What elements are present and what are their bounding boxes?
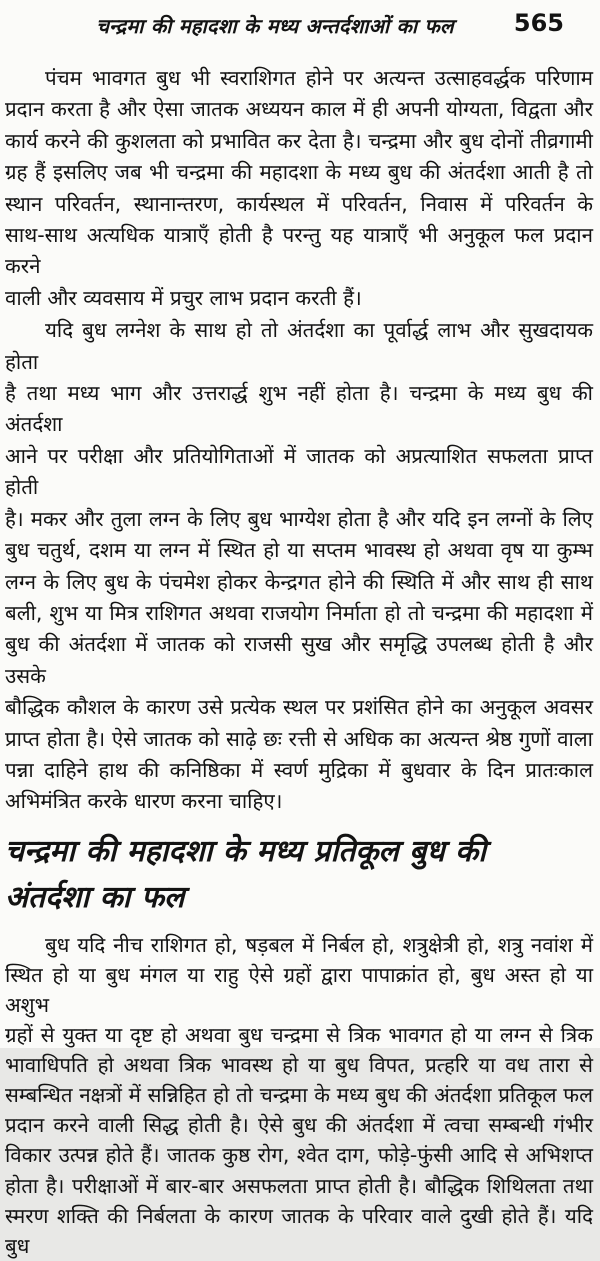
text-line: यदि बुध लग्नेश के साथ हो तो अंतर्दशा का पूर्वार्द्ध लाभ और सुखदायक होता [5,318,593,374]
text-line: पंचम भावगत बुध भी स्वराशिगत होने पर अत्यन्त उत्साहवर्द्धक परिणाम [45,66,593,90]
text-line: अंतर्दशा का फल [5,879,185,915]
text-line: वाली और व्यवसाय में प्रचुर लाभ प्रदान करती हैं। [5,285,362,310]
paragraph-favorable-budh-results [0,63,600,314]
text-line: स्थित हो या बुध मंगल या राहु ऐसे ग्रहों द्वारा पापाक्रांत हो, बुध अस्त हो या अशुभ [5,962,593,1017]
text-line: ग्रहों से युक्त या दृष्ट हो अथवा बुध चन्द्रमा से त्रिक भावगत हो या लग्न से त्रिक [5,1023,593,1048]
text-line: अभिमंत्रित करके धारण करना चाहिए। [5,789,283,814]
text-line: बुध की अंतर्दशा में जातक को राजसी सुख और समृद्धि उपलब्ध होती है और उसके [5,632,593,688]
text-line: बुध यदि नीच राशिगत हो, षड़बल में निर्बल हो, शत्रुक्षेत्री हो, शत्रु नवांश में [45,932,593,957]
text-line: प्रदान करता है और ऐसा जातक अध्ययन काल में ही अपनी योग्यता, विद्वता और [5,97,593,122]
running-title: चन्द्रमा की महादशा के मध्य अन्तर्दशाओं का फल [96,14,454,38]
text-line: है। मकर और तुला लग्न के लिए बुध भाग्येश होता है और यदि इन लग्नों के लिए [5,506,593,531]
text-line: लग्न के लिए बुध के पंचमेश होकर केन्द्रगत होने की स्थिति में और साथ ही साथ [5,569,593,594]
text-line: साथ-साथ अत्यधिक यात्राएँ होती है परन्तु यह यात्राएँ भी अनुकूल फल प्रदान करने [5,223,593,279]
text-line: बौद्धिक कौशल के कारण उसे प्रत्येक स्थल पर प्रशंसित होने का अनुकूल अवसर [5,695,593,720]
text-line: विकार उत्पन्न होते हैं। जातक कुष्ठ रोग, श्वेत दाग, फोड़े-फुंसी आदि से अभिशप्त [5,1143,593,1168]
text-line: चन्द्रमा की महादशा के मध्य प्रतिकूल बुध की [5,833,486,869]
text-line: पन्ना दाहिने हाथ की कनिष्ठिका में स्वर्ण मुद्रिका में बुधवार के दिन प्रातःकाल [5,757,593,782]
text-line: बुध चतुर्थ, दशम या लग्न में स्थित हो या सप्तम भावस्थ हो अथवा वृष या कुम्भ [5,538,593,563]
paragraph-lagnesh-budh-results [0,315,600,818]
text-line: भावाधिपति हो अथवा त्रिक भावस्थ हो या बुध विपत, प्रत्हरि या वध तारा से [5,1053,593,1078]
text-line: होता है। परीक्षाओं में बार-बार असफलता प्राप्त होती है। बौद्धिक शिथिलता तथा [5,1173,593,1198]
text-line: है तथा मध्य भाग और उत्तरार्द्ध शुभ नहीं होता है। चन्द्रमा के मध्य बुध की अंतर्दशा [5,381,593,437]
section-heading-unfavorable-budh [0,829,600,921]
text-line: ग्रह हैं इसलिए जब भी चन्द्रमा की महादशा के मध्य बुध की अंतर्दशा आती है तो [5,160,593,185]
text-line: आने पर परीक्षा और प्रतियोगिताओं में जातक को अप्रत्याशित सफलता प्राप्त होती [5,443,593,500]
text-line: प्रदान करने वाली सिद्ध होती है। ऐसे बुध की अंतर्दशा में त्वचा सम्बन्धी गंभीर [5,1113,593,1138]
text-line: कार्य करने की कुशलता को प्रभावित कर देता है। चन्द्रमा और बुध दोनों तीव्रगामी [5,128,593,153]
page-number: 565 [513,9,564,37]
text-line: प्राप्त होता है। ऐसे जातक को साढ़े छः रत्ती से अधिक का अत्यन्त श्रेष्ठ गुणों वाला [5,726,593,751]
text-line: बली, शुभ या मित्र राशिगत अथवा राजयोग निर्माता हो तो चन्द्रमा की महादशा में [5,600,593,625]
text-line: स्मरण शक्ति की निर्बलता के कारण जातक के परिवार वाले दुखी होते हैं। यदि बुध [5,1203,593,1258]
text-line: स्थान परिवर्तन, स्थानान्तरण, कार्यस्थल में परिवर्तन, निवास में परिवर्तन के [5,191,593,216]
paragraph-unfavorable-budh-results [0,930,600,1261]
page-header [0,0,600,48]
text-line: सम्बन्धित नक्षत्रों में सन्निहित हो तो चन्द्रमा के मध्य बुध की अंतर्दशा प्रतिकूल फल [5,1083,593,1108]
